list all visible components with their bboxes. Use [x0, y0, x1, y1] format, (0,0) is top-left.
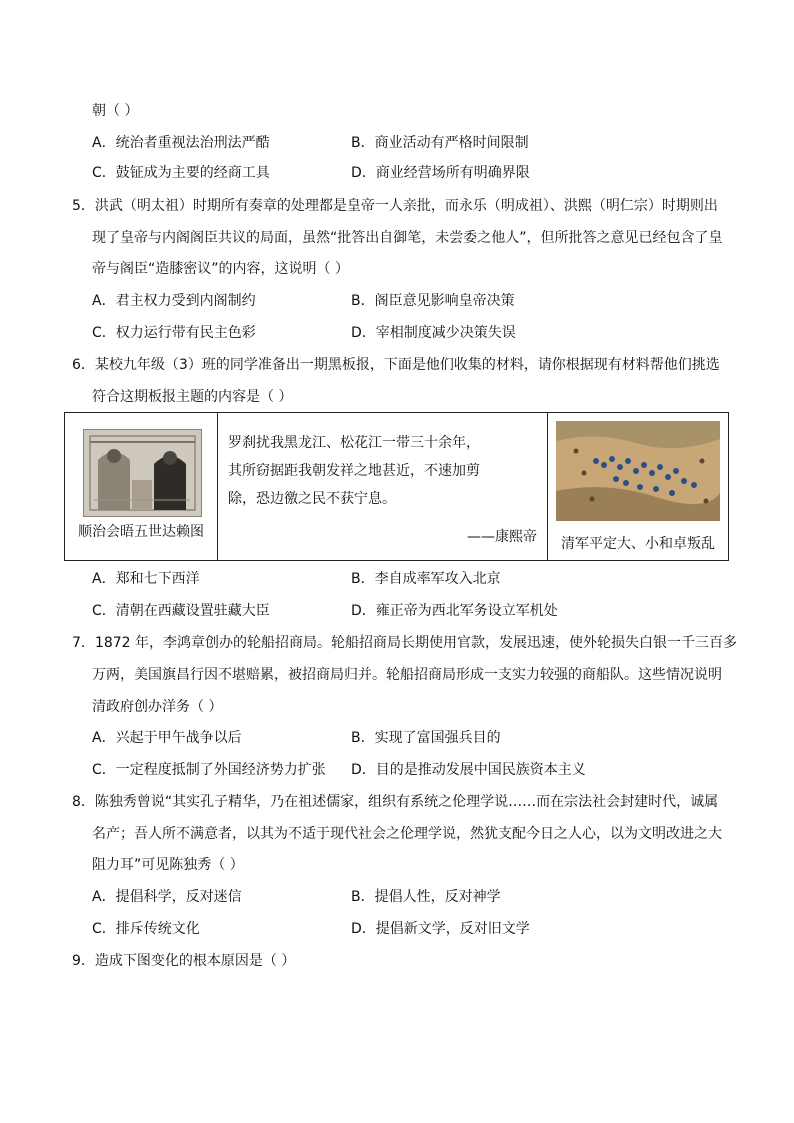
shunzhi-dalai-lama-painting [83, 429, 202, 517]
q5-stem-line-3: 帝与阁臣“造膝密议”的内容，这说明（ ） [92, 261, 349, 277]
q6-stem-line-1: 6．某校九年级（3）班的同学准备出一期黑板报，下面是他们收集的材料，请你根据现有材料帮他们挑选 [72, 357, 720, 373]
material-cell-quote [218, 413, 548, 560]
q4-option-c: C．鼓钲成为主要的经商工具 [92, 165, 270, 181]
material-cell-painting [65, 413, 218, 560]
q7-option-c: C．一定程度抵制了外国经济势力扩张 [92, 762, 326, 778]
q4-option-b: B．商业活动有严格时间限制 [351, 135, 529, 151]
material-cell-battle [548, 413, 728, 560]
q4-stem-tail: 朝（ ） [92, 103, 139, 119]
q6-option-b: B．李自成率军攻入北京 [351, 571, 501, 587]
q7-stem-line-2: 万两，美国旗昌行因不堪赔累，被招商局归并。轮船招商局形成一支实力较强的商船队。这些情况说明 [92, 667, 722, 683]
kangxi-quote-author: ——康熙帝 [467, 529, 537, 545]
q8-option-d: D．提倡新文学，反对旧文学 [351, 921, 530, 937]
q5-stem-line-2: 现了皇帝与内阁阁臣共议的局面，虽然“批答出自御笔，未尝委之他人”，但所批答之意见已经包含了皇 [92, 230, 723, 246]
q4-option-a: A．统治者重视法治刑法严酷 [92, 135, 270, 151]
painting-caption: 顺治会晤五世达赖图 [78, 524, 204, 540]
q4-option-d: D．商业经营场所有明确界限 [351, 165, 530, 181]
kangxi-quote-line-1: 罗刹扰我黑龙江、松花江一带三十余年， [228, 435, 480, 451]
q7-option-a: A．兴起于甲午战争以后 [92, 730, 242, 746]
q7-option-d: D．目的是推动发展中国民族资本主义 [351, 762, 586, 778]
q5-option-d: D．宰相制度减少决策失误 [351, 325, 516, 341]
q9-stem: 9．造成下图变化的根本原因是（ ） [72, 953, 296, 969]
q5-stem-line-1: 5．洪武（明太祖）时期所有奏章的处理都是皇帝一人亲批，而永乐（明成祖）、洪熙（明仁宗）时期则出 [72, 198, 718, 214]
q7-stem-line-3: 清政府创办洋务（ ） [92, 699, 223, 715]
q5-option-c: C．权力运行带有民主色彩 [92, 325, 256, 341]
q7-option-b: B．实现了富国强兵目的 [351, 730, 501, 746]
q8-option-c: C．排斥传统文化 [92, 921, 200, 937]
q8-option-a: A．提倡科学，反对迷信 [92, 889, 242, 905]
q8-stem-line-2: 名产；吾人所不满意者，以其为不适于现代社会之伦理学说，然犹支配今日之人心，以为文明改进之大 [92, 826, 722, 842]
q5-option-b: B．阁臣意见影响皇帝决策 [351, 293, 515, 309]
kangxi-quote-line-3: 除，恐边徼之民不获宁息。 [228, 491, 396, 507]
q6-stem-line-2: 符合这期板报主题的内容是（ ） [92, 389, 293, 405]
q6-option-c: C．清朝在西藏设置驻藏大臣 [92, 603, 270, 619]
q6-option-a: A．郑和七下西洋 [92, 571, 200, 587]
q5-option-a: A．君主权力受到内阁制约 [92, 293, 256, 309]
battle-caption: 清军平定大、小和卓叛乱 [561, 536, 715, 552]
kangxi-quote-line-2: 其所窃据距我朝发祥之地甚近，不速加剪 [228, 463, 480, 479]
q8-stem-line-3: 阻力耳”可见陈独秀（ ） [92, 857, 244, 873]
material-table [64, 412, 729, 561]
battle-painting [556, 421, 720, 521]
q8-option-b: B．提倡人性，反对神学 [351, 889, 501, 905]
q7-stem-line-1: 7．1872 年，李鸿章创办的轮船招商局。轮船招商局长期使用官款，发展迅速，使外轮损失白银一千三百多 [72, 635, 737, 651]
q6-option-d: D．雍正帝为西北军务设立军机处 [351, 603, 558, 619]
q8-stem-line-1: 8．陈独秀曾说“其实孔子精华，乃在祖述儒家，组织有系统之伦理学说……而在宗法社会封建时代，诚属 [72, 794, 719, 810]
